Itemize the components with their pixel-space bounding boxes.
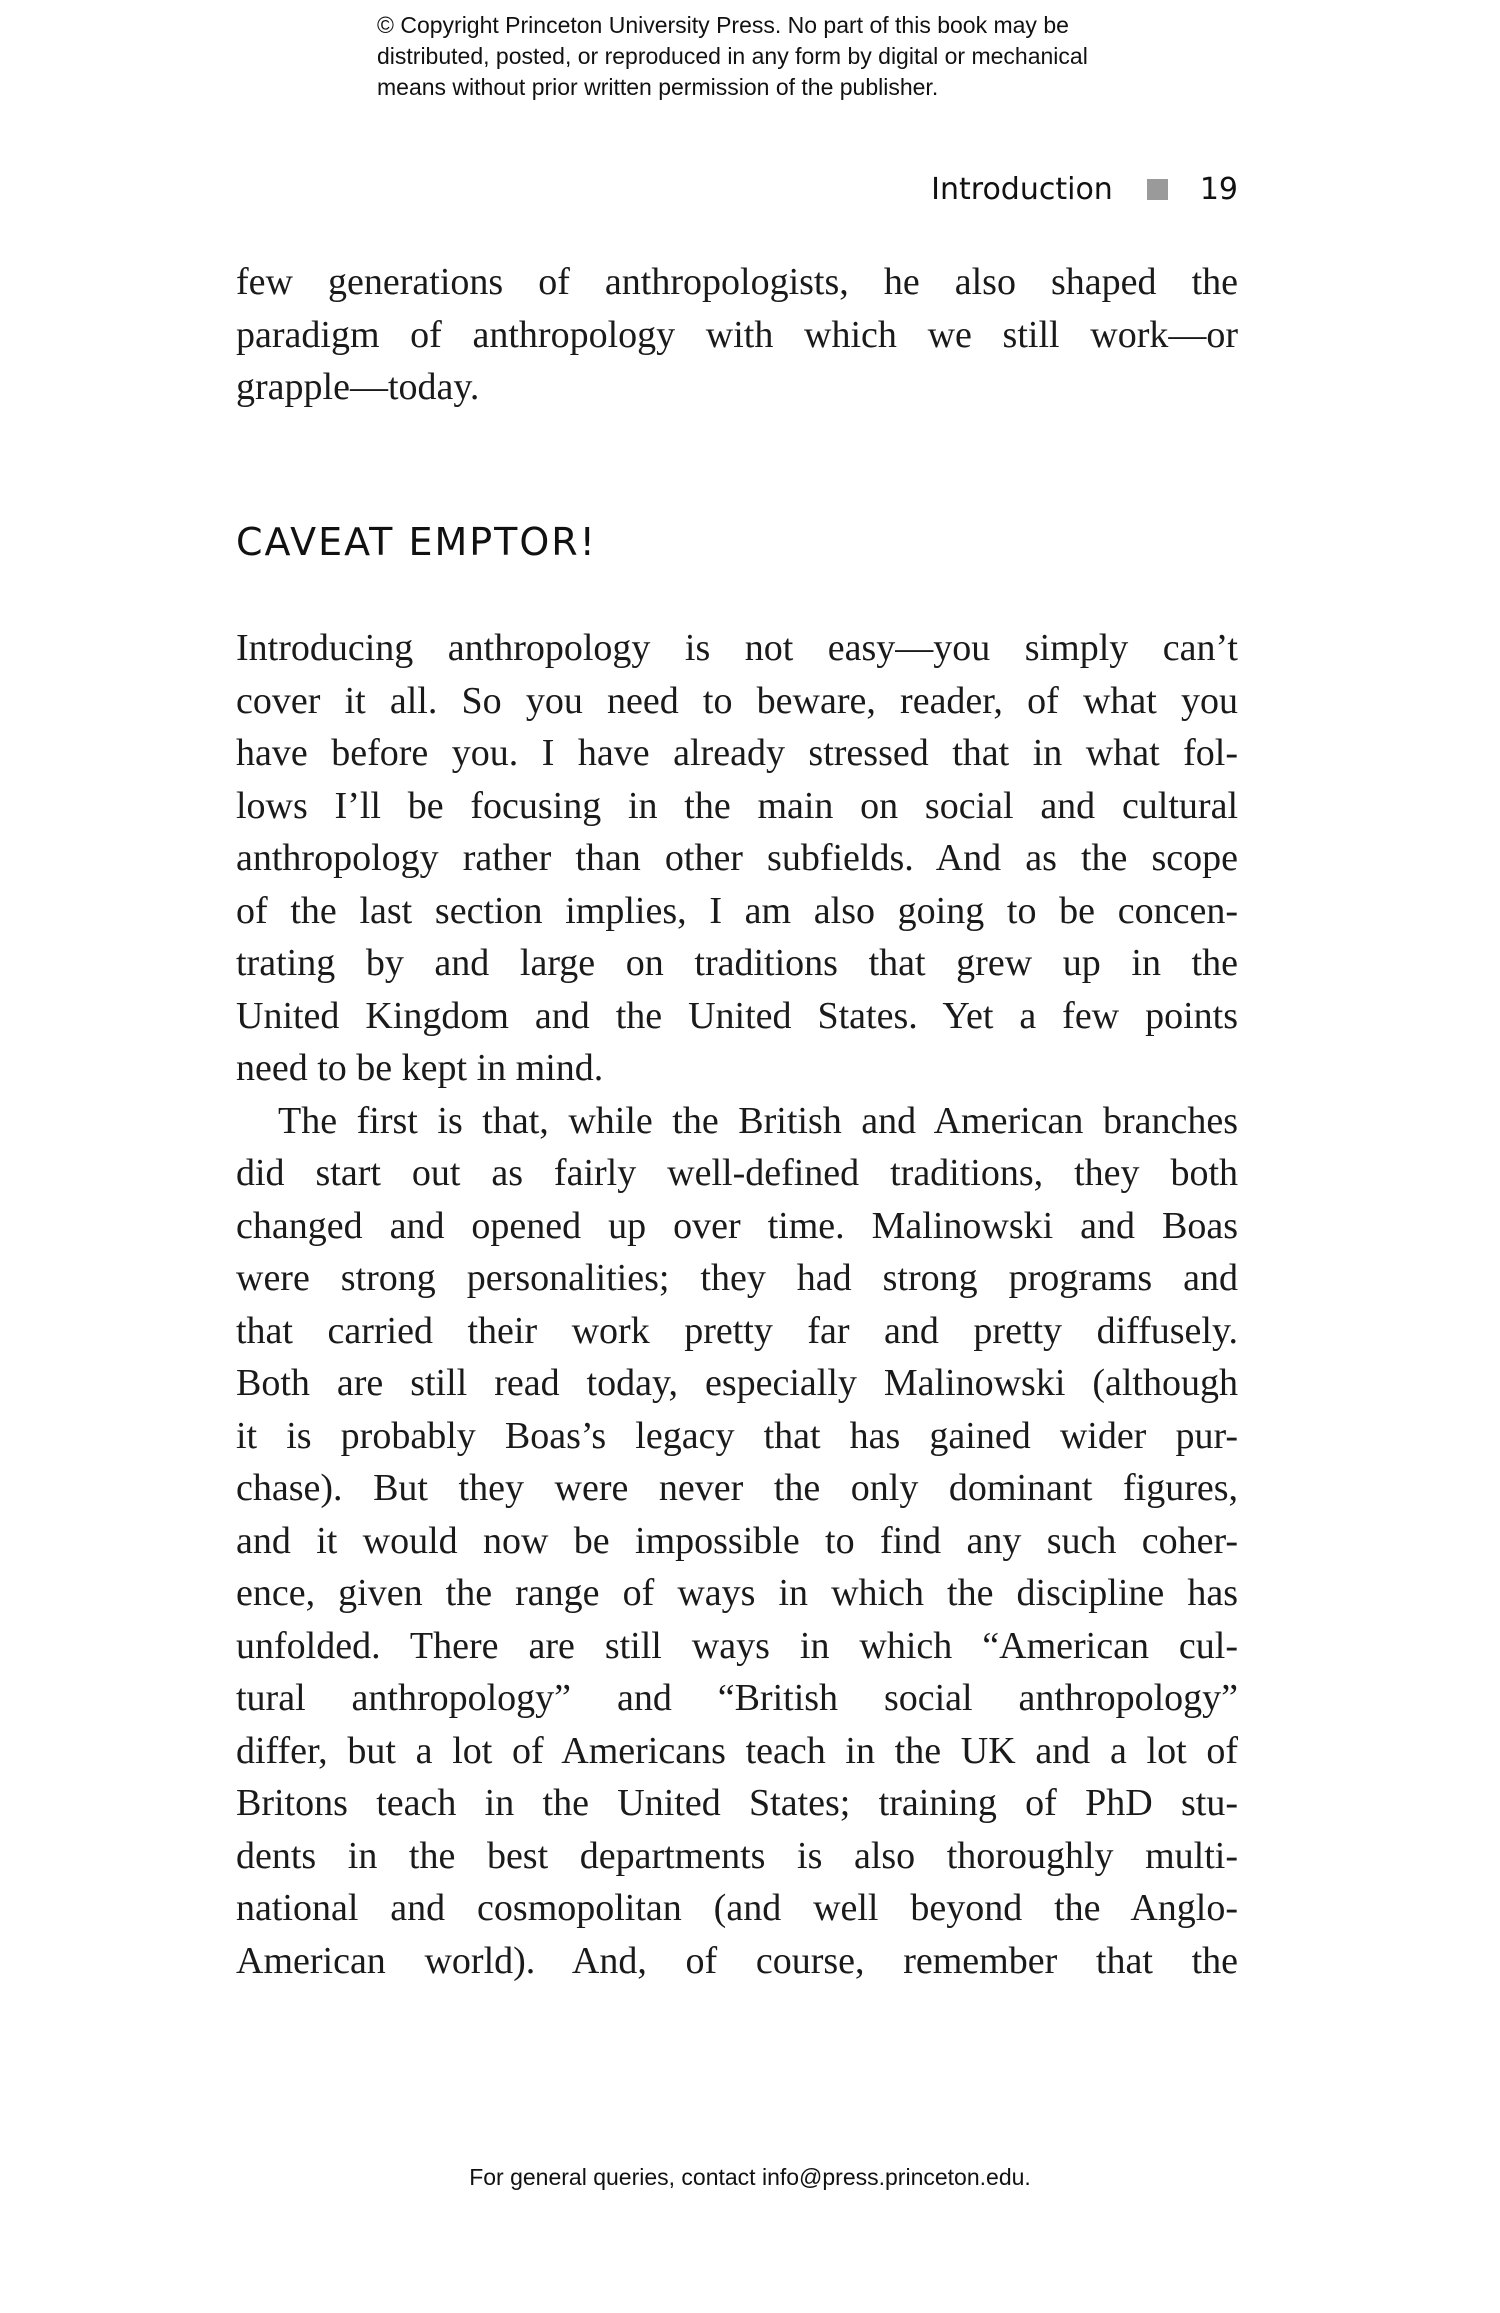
paragraph	[236, 1095, 1238, 1988]
copyright-line: means without prior written permission of the publisher.	[377, 74, 939, 100]
text-line: of the last section implies, I am also going to be concen-	[236, 889, 1238, 932]
copyright-line: © Copyright Princeton University Press. No part of this book may be	[377, 12, 1069, 38]
text-line: lows I’ll be focusing in the main on social and cultural	[236, 784, 1238, 827]
text-line: have before you. I have already stressed that in what fol-	[236, 732, 1238, 774]
text-line: were strong personalities; they had strong programs and	[236, 1257, 1238, 1299]
text-line: chase). But they were never the only dominant figures,	[236, 1467, 1238, 1509]
running-head-title: Introduction	[931, 172, 1113, 207]
text-line: United Kingdom and the United States. Yet a few points	[236, 994, 1238, 1037]
text-line: national and cosmopolitan (and well beyond the Anglo-	[236, 1887, 1238, 1929]
text-line: anthropology rather than other subfields. And as the scope	[236, 837, 1238, 879]
text-line: Both are still read today, especially Malinowski (although	[236, 1362, 1238, 1404]
text-line: differ, but a lot of Americans teach in the UK and a lot of	[236, 1729, 1238, 1772]
copyright-line: distributed, posted, or reproduced in any form by digital or mechanical	[377, 43, 1088, 69]
text-line: changed and opened up over time. Malinowski and Boas	[236, 1204, 1238, 1247]
continued-paragraph	[236, 256, 1238, 414]
text-line: American world). And, of course, remember that the	[236, 1939, 1238, 1982]
text-line: did start out as fairly well-defined traditions, they both	[236, 1152, 1238, 1194]
text-line: dents in the best departments is also thoroughly multi-	[236, 1834, 1238, 1877]
paragraph	[236, 622, 1238, 1095]
text-line: that carried their work pretty far and pretty diffusely.	[236, 1309, 1238, 1352]
text-line: cover it all. So you need to beware, reader, of what you	[236, 679, 1238, 722]
text-line: paradigm of anthropology with which we still work—or	[236, 313, 1238, 356]
copyright-notice	[377, 10, 1257, 103]
footer-contact: For general queries, contact info@press.princeton.edu.	[469, 2164, 1031, 2190]
text-line: Introducing anthropology is not easy—you simply can’t	[236, 627, 1238, 669]
section-heading: CAVEAT EMPTOR!	[236, 520, 597, 564]
running-head	[931, 172, 1238, 207]
text-line: it is probably Boas’s legacy that has gained wider pur-	[236, 1414, 1238, 1457]
text-line: few generations of anthropologists, he also shaped the	[236, 261, 1238, 303]
main-text	[236, 622, 1238, 1987]
text-line: grapple—today.	[236, 366, 480, 408]
text-line: trating by and large on traditions that grew up in the	[236, 942, 1238, 984]
text-line: need to be kept in mind.	[236, 1047, 604, 1089]
text-line: Britons teach in the United States; training of PhD stu-	[236, 1782, 1238, 1824]
text-line: and it would now be impossible to find any such coher-	[236, 1519, 1238, 1562]
square-separator-icon	[1147, 179, 1168, 200]
text-line: tural anthropology” and “British social anthropology”	[236, 1677, 1238, 1719]
text-line: unfolded. There are still ways in which “American cul-	[236, 1624, 1238, 1667]
page-number: 19	[1199, 172, 1238, 207]
text-line: ence, given the range of ways in which the discipline has	[236, 1572, 1238, 1614]
text-line: The first is that, while the British and American branches	[278, 1099, 1238, 1142]
